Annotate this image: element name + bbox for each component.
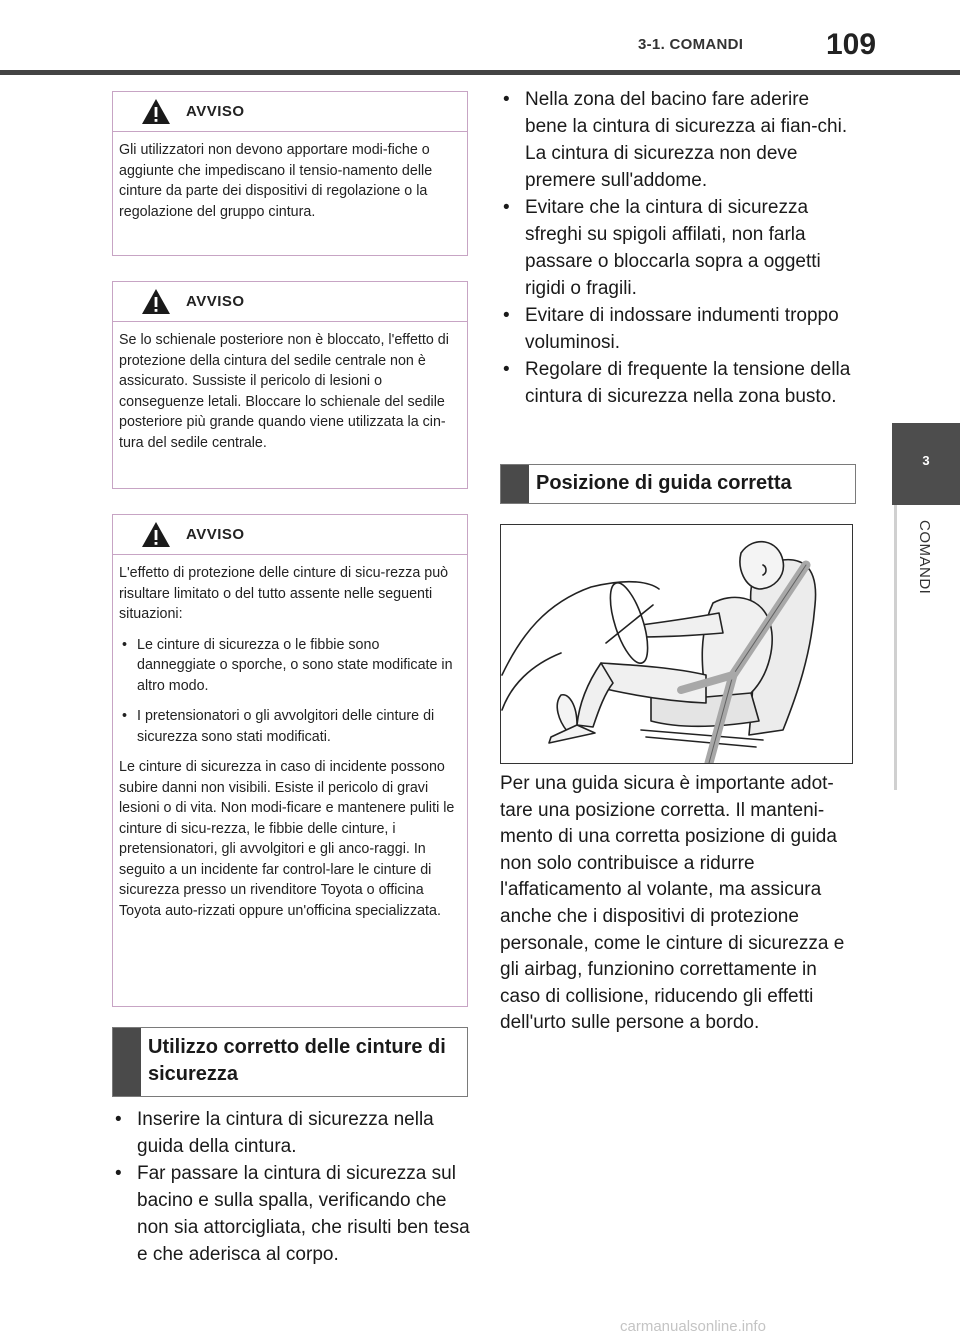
- section-title: Utilizzo corretto delle cinture di sicurezza: [148, 1036, 446, 1085]
- heading-bar: [113, 1028, 141, 1096]
- chapter-tab: 3: [892, 423, 960, 505]
- section-header: 3-1. COMANDI: [638, 36, 744, 53]
- warning-title: AVVISO: [186, 526, 245, 543]
- warning-triangle-icon: [141, 288, 171, 315]
- list-item: • Nella zona del bacino fare aderire bene la cintura di sicurezza ai fian-chi. La cintura di sicurezza non deve premere sull'addome.: [500, 86, 852, 194]
- driving-position-illustration: [500, 524, 853, 764]
- warning-intro: L'effetto di protezione delle cinture di sicu-rezza può risultare limitato o del tutto assente nelle seguenti situazioni:: [119, 565, 449, 622]
- warning-title: AVVISO: [186, 103, 245, 120]
- page-number: 109: [826, 28, 877, 61]
- warning-box-2: [112, 281, 468, 489]
- chapter-tab-line: [894, 505, 897, 790]
- warning-triangle-icon: [141, 521, 171, 548]
- warning-bullet: • I pretensionatori o gli avvolgitori delle cinture di sicurezza sono stati modificati.: [119, 706, 455, 747]
- chapter-label: COMANDI: [916, 520, 933, 595]
- section-heading-seatbelt-use: [112, 1027, 468, 1097]
- list-item: • Far passare la cintura di sicurezza sul bacino e sulla spalla, verificando che non sia attorcigliata, che risulti ben tesa e che aderisca al corpo.: [112, 1160, 472, 1268]
- list-item: • Regolare di frequente la tensione della cintura di sicurezza nella zona busto.: [500, 356, 852, 410]
- warning-box-3: [112, 514, 468, 1007]
- warning-header: [113, 92, 467, 132]
- warning-header: [113, 282, 467, 322]
- section-title: Posizione di guida corretta: [536, 472, 792, 494]
- header-rule: [0, 70, 960, 75]
- warning-text: Le cinture di sicurezza in caso di incidente possono subire danni non visibili. Esiste il pericolo di gravi lesioni o di vita. Non modi-ficare e mantenere puliti le cinture di sicu-rezza, le fibbie delle cinture, i pretensionatori, gli avvolgitori e gli anco-raggi. In seguito a un incidente far control-lare le cinture di sicurezza presso un rivenditore Toyota o officina Toyota auto-rizzati oppure un'officina specializzata.: [119, 759, 455, 919]
- warning-triangle-icon: [141, 98, 171, 125]
- warning-bullet: • Le cinture di sicurezza o le fibbie sono danneggiate o sporche, o sono state modificate in altro modo.: [119, 635, 455, 697]
- warning-header: [113, 515, 467, 555]
- warning-box-1: [112, 91, 468, 256]
- warning-title: AVVISO: [186, 293, 245, 310]
- list-item: • Evitare che la cintura di sicurezza sfreghi su spigoli affilati, non farla passare o bloccarla sopra a oggetti rigidi o fragili.: [500, 194, 852, 302]
- seatbelt-use-list: [112, 1106, 472, 1268]
- heading-bar: [501, 465, 529, 503]
- driving-position-paragraph: Per una guida sicura è importante adot-tare una posizione corretta. Il manteni-mento di una corretta posizione di guida non solo contribuisce a ridurre l'affaticamento al volante, ma assicura anche che i dispositivi di protezione personale, come le cinture di sicurezza e gli airbag, funzionino correttamente in caso di collisione, riducendo gli effetti dell'urto sulle persone a bordo.: [500, 773, 845, 1034]
- warning-text: Se lo schienale posteriore non è bloccato, l'effetto di protezione della cintura del sedile centrale non è assicurato. Sussiste il pericolo di lesioni o conseguenze letali. Bloccare lo schienale del sedile posteriore più grande quando viene utilizzata la cin-tura del sedile centrale.: [119, 332, 449, 451]
- section-heading-driving-position: [500, 464, 856, 504]
- warning-text: Gli utilizzatori non devono apportare modi-fiche o aggiunte che impediscano il tensio-namento delle cinture da parte dei dispositivi di regolazione o la regolazione del gruppo cintura.: [119, 142, 433, 220]
- list-item: • Inserire la cintura di sicurezza nella guida della cintura.: [112, 1106, 472, 1160]
- watermark: carmanualsonline.info: [620, 1318, 766, 1335]
- list-item: • Evitare di indossare indumenti troppo voluminosi.: [500, 302, 852, 356]
- seatbelt-tips-list: [500, 86, 852, 410]
- driver-seated-icon: [501, 525, 852, 763]
